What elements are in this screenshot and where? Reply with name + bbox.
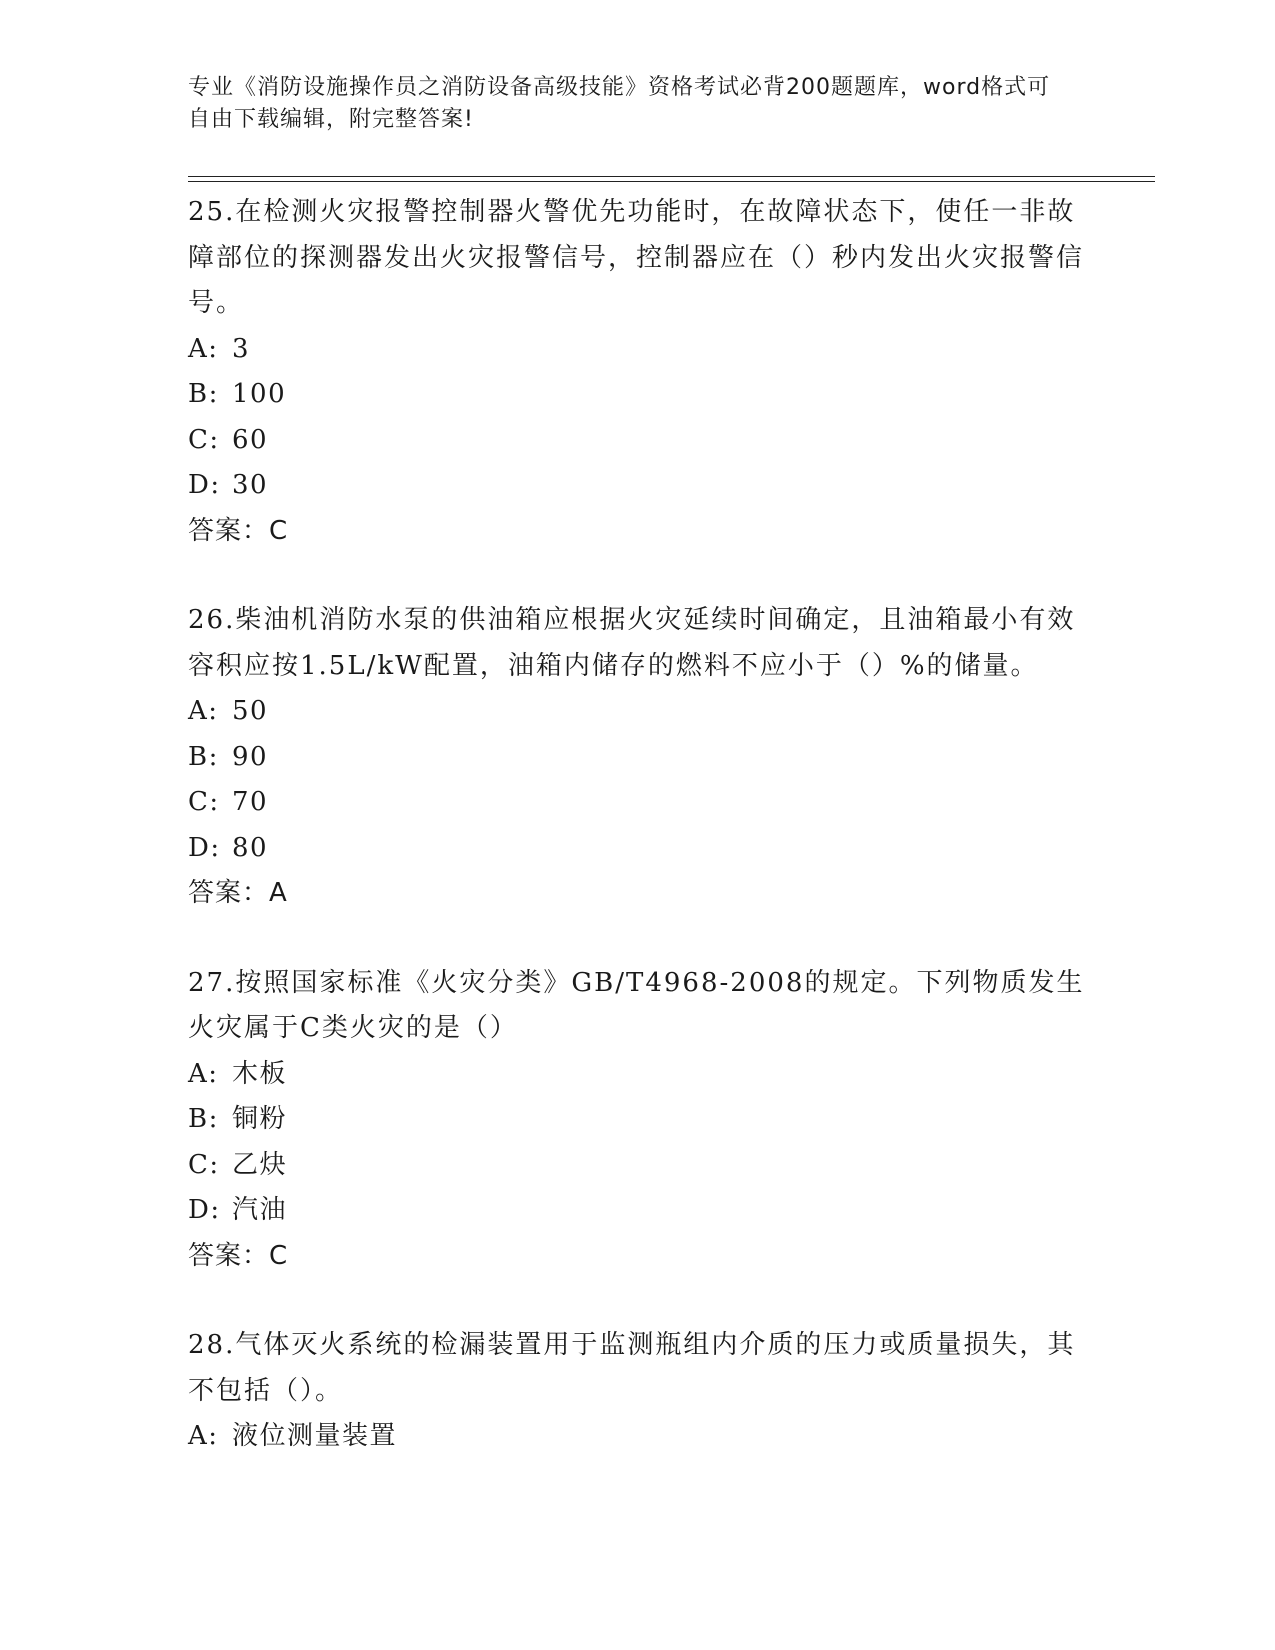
option-key: B: — [188, 379, 219, 409]
question-number: 26. — [188, 605, 236, 635]
option-a — [188, 689, 1088, 735]
option-value: 3 — [232, 333, 251, 364]
option-b — [188, 735, 1088, 781]
option-value: 30 — [232, 470, 269, 500]
header-divider-bottom — [188, 181, 1155, 182]
option-c — [188, 1143, 1088, 1189]
question-number: 27. — [188, 967, 236, 998]
option-key: B: — [188, 741, 219, 772]
option-value: 乙炔 — [232, 1149, 288, 1180]
option-key: A: — [188, 1058, 219, 1089]
option-key: D: — [188, 470, 221, 500]
option-a — [188, 1052, 1088, 1098]
option-value: 50 — [232, 696, 269, 726]
option-b — [188, 372, 1088, 418]
question-text — [188, 961, 1088, 1052]
option-key: C: — [188, 1149, 220, 1180]
option-c — [188, 418, 1088, 464]
option-value: 铜粉 — [232, 1104, 288, 1134]
question-25 — [188, 190, 1088, 554]
option-value: 90 — [232, 741, 269, 772]
question-number: 28. — [188, 1330, 236, 1360]
option-key: C: — [188, 787, 220, 817]
option-key: A: — [188, 1421, 219, 1451]
question-26 — [188, 598, 1088, 917]
question-body: 按照国家标准《火灾分类》GB/T4968-2008的规定。下列物质发生火灾属于C类火灾的是（） — [188, 967, 1085, 1043]
document-intro: 专业《消防设施操作员之消防设备高级技能》资格考试必背200题题库，word格式可自由下载编辑，附完整答案! — [188, 75, 1051, 132]
option-value: 木板 — [232, 1058, 288, 1089]
option-value: 汽油 — [232, 1195, 288, 1225]
question-text — [188, 598, 1088, 689]
option-key: D: — [188, 1195, 221, 1225]
question-number: 25. — [188, 197, 236, 227]
option-value: 液位测量装置 — [232, 1421, 398, 1451]
option-c — [188, 780, 1088, 826]
option-value: 100 — [232, 379, 287, 409]
option-d — [188, 1188, 1088, 1234]
option-d — [188, 826, 1088, 872]
option-key: A: — [188, 696, 219, 726]
option-d — [188, 463, 1088, 509]
question-text — [188, 190, 1088, 327]
answer-line: 答案：C — [188, 1240, 289, 1271]
answer-line: 答案：A — [188, 878, 288, 908]
question-body: 柴油机消防水泵的供油箱应根据火灾延续时间确定，且油箱最小有效容积应按1.5L/kW配置，油箱内储存的燃料不应小于（）%的储量。 — [188, 605, 1076, 681]
question-body: 气体灭火系统的检漏装置用于监测瓶组内介质的压力或质量损失，其不包括（）。 — [188, 1330, 1076, 1406]
option-a — [188, 327, 1088, 373]
option-value: 80 — [232, 832, 269, 863]
question-28 — [188, 1323, 1088, 1460]
option-a — [188, 1414, 1088, 1460]
option-key: C: — [188, 424, 220, 455]
header-divider-top — [188, 176, 1155, 177]
answer-line: 答案：C — [188, 515, 289, 546]
option-value: 60 — [232, 424, 269, 455]
question-body: 在检测火灾报警控制器火警优先功能时，在故障状态下，使任一非故障部位的探测器发出火灾报警信号，控制器应在（）秒内发出火灾报警信号。 — [188, 197, 1085, 318]
question-27 — [188, 961, 1088, 1280]
question-list — [188, 190, 1088, 1504]
option-key: A: — [188, 333, 219, 364]
question-text — [188, 1323, 1088, 1414]
option-key: B: — [188, 1104, 219, 1134]
option-key: D: — [188, 832, 221, 863]
option-value: 70 — [232, 787, 269, 817]
option-b — [188, 1097, 1088, 1143]
